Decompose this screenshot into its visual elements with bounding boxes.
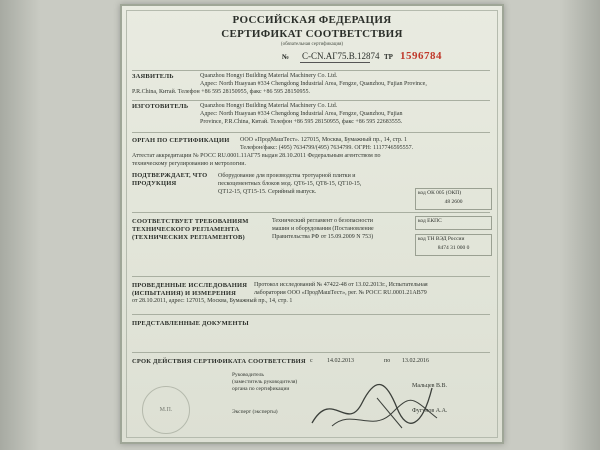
divider: [132, 70, 490, 71]
cert-body-accreditation: Аттестат аккредитации № РОСС RU.0001.11АГ75 выдан 28.10.2011 Федеральным агентством по: [132, 153, 381, 159]
cert-number-underline: [300, 62, 370, 63]
tnved-code-label: код ТН ВЭД России: [418, 236, 465, 242]
applicant-contacts: P.R.China, Китай. Телефон +86 595 28150955, факс +86 595 28150955.: [132, 89, 310, 95]
tests-label: ПРОВЕДЕННЫЕ ИССЛЕДОВАНИЯ: [132, 282, 248, 289]
validity-from-date: 14.02.2013: [327, 358, 354, 364]
tnved-code-value: 8474 31 000 0: [437, 245, 470, 251]
okp-code-label: код ОК 005 (ОКП): [418, 190, 462, 196]
expert-name: Фугунов А.А.: [412, 408, 448, 414]
tests-address: от 28.10.2011, адрес: 127015, Москва, Бумажный пр., 14, стр. 1: [132, 298, 293, 304]
cert-number-label: №: [282, 53, 290, 61]
cert-body-name: ООО «ПродМашТест». 127015, Москва, Бумажный пр., 14, стр. 1: [240, 137, 407, 143]
requirements-regulation-2: машин и оборудования (Постановление: [272, 226, 374, 232]
divider: [132, 132, 490, 133]
manufacturer-contacts: Province, P.R.China, Китай. Телефон +86 595 28150955, факс +86 595 22683555.: [200, 119, 403, 125]
tests-protocol: Протокол исследований № 47422-48 от 13.02.2013г., Испытательная: [254, 282, 428, 288]
applicant-address: Адрес: North Huayuan #334 Chengdong Industrial Area, Fengze, Quanzhou, Fujian Province,: [200, 81, 427, 87]
expert-label: Эксперт (эксперты): [232, 409, 278, 415]
cert-body-label: ОРГАН ПО СЕРТИФИКАЦИИ: [132, 137, 230, 144]
applicant-name: Quanzhou Hongyi Building Material Machinery Co. Ltd.: [200, 73, 338, 79]
product-label: ПОДТВЕРЖДАЕТ, ЧТО: [132, 172, 208, 179]
handwritten-signature: [292, 378, 442, 438]
head-title: Руководитель: [232, 372, 264, 378]
seal-stamp: [142, 386, 190, 434]
head-title-3: органа по сертификации: [232, 386, 290, 392]
tests-laboratory: лаборатория ООО «ПродМашТест», рег. № РОСС RU.0001.21АВ79: [254, 290, 427, 296]
validity-label: СРОК ДЕЙСТВИЯ СЕРТИФИКАТА СООТВЕТСТВИЯ: [132, 358, 306, 365]
validity-to-prefix: по: [384, 358, 391, 364]
validity-to-date: 13.02.2016: [402, 358, 429, 364]
product-models-2: QT12-15, QT15-15. Серийный выпуск.: [218, 189, 317, 195]
head-name: Мальцев В.В.: [412, 383, 447, 389]
manufacturer-address: Адрес: North Huayuan #334 Chengdong Industrial Area, Fengze, Quanzhou, Fujian: [200, 111, 403, 117]
requirements-label-3: (ТЕХНИЧЕСКИХ РЕГЛАМЕНТОВ): [132, 234, 245, 241]
divider: [132, 352, 490, 353]
head-title-2: (заместитель руководителя): [232, 379, 298, 385]
documents-label: ПРЕДСТАВЛЕННЫЕ ДОКУМЕНТЫ: [132, 320, 249, 327]
manufacturer-name: Quanzhou Hongyi Building Material Machinery Co. Ltd.: [200, 103, 338, 109]
product-label-2: ПРОДУКЦИЯ: [132, 180, 177, 187]
okp-code-value: 48 2600: [444, 199, 463, 205]
requirements-label-2: ТЕХНИЧЕСКОГО РЕГЛАМЕНТА: [132, 226, 240, 233]
validity-from-prefix: с: [310, 358, 313, 364]
product-description: Оборудование для производства тротуарной плитки и: [218, 173, 356, 179]
header-title: СЕРТИФИКАТ СООТВЕТСТВИЯ: [221, 28, 403, 40]
ekps-code-label: код ЕКПС: [418, 218, 442, 224]
divider: [132, 100, 490, 101]
okp-code-box: [415, 188, 492, 210]
requirements-label: СООТВЕТСТВУЕТ ТРЕБОВАНИЯМ: [132, 218, 249, 225]
manufacturer-label: ИЗГОТОВИТЕЛЬ: [132, 103, 189, 110]
cert-body-phone: Телефон/факс: (495) 7634799/(495) 7634799. ОГРН: 1117746595557.: [240, 145, 414, 151]
tp-serial-number: 1596784: [400, 50, 442, 62]
product-models: пескоцементных блоков мод. QT6-15, QT8-15, QT10-15,: [218, 181, 362, 187]
divider: [132, 212, 490, 213]
header-subtitle: (обязательная сертификация): [280, 42, 344, 47]
divider: [132, 314, 490, 315]
applicant-label: ЗАЯВИТЕЛЬ: [132, 73, 174, 80]
cert-body-agency: техническому регулированию и метрологии.: [132, 161, 246, 167]
requirements-regulation-3: Правительства РФ от 15.09.2009 N 753): [272, 234, 374, 240]
header-country: РОССИЙСКАЯ ФЕДЕРАЦИЯ: [232, 14, 392, 26]
ekps-code-box: [415, 216, 492, 230]
cert-number: C-CN.AГ75.B.12874: [302, 51, 380, 61]
divider: [132, 276, 490, 277]
mp-label: М.П.: [159, 407, 173, 413]
tests-label-2: (ИСПЫТАНИЯ) И ИЗМЕРЕНИЯ: [132, 290, 237, 297]
certificate-document: [120, 4, 504, 444]
requirements-regulation: Технический регламент о безопасности: [272, 218, 373, 224]
tp-label: ТР: [384, 53, 393, 61]
tnved-code-box: [415, 234, 492, 256]
